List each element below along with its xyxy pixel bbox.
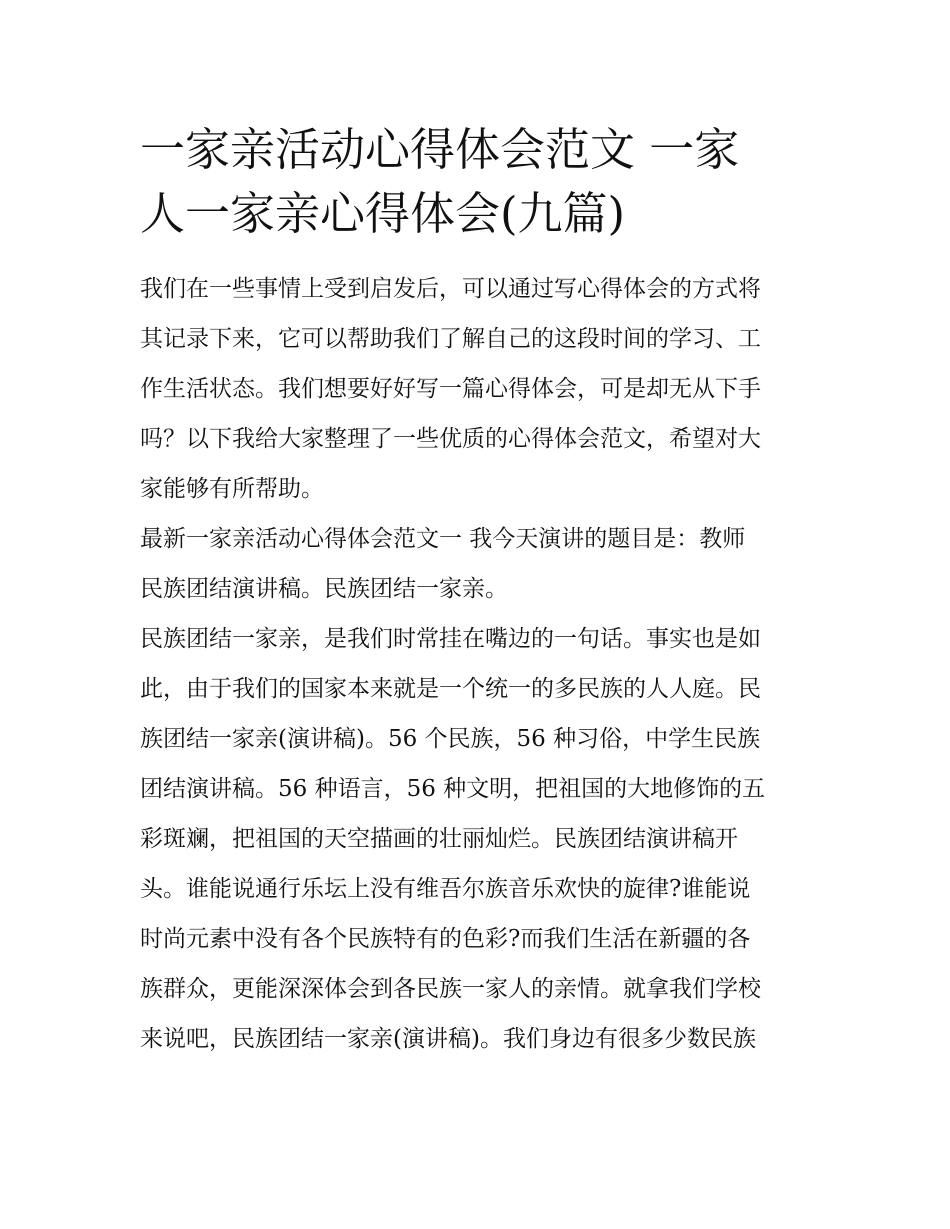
- text-line: 作生活状态。我们想要好好写一篇心得体会，可是却无从下手: [140, 376, 761, 402]
- body-paragraph: [140, 614, 812, 1064]
- text-line: 最新一家亲活动心得体会范文一 我今天演讲的题目是：教师: [140, 526, 746, 552]
- text-line: 族团结一家亲(演讲稿)。56 个民族，56 种习俗，中学生民族: [140, 726, 761, 752]
- text-line: 民族团结演讲稿。民族团结一家亲。: [140, 576, 508, 602]
- text-line: 家能够有所帮助。: [140, 476, 324, 502]
- text-line: 此，由于我们的国家本来就是一个统一的多民族的人人庭。民: [140, 676, 761, 702]
- text-line: 来说吧，民族团结一家亲(演讲稿)。我们身边有很多少数民族: [140, 1026, 756, 1052]
- text-line: 其记录下来，它可以帮助我们了解自己的这段时间的学习、工: [140, 326, 761, 352]
- title-line: 人一家亲心得体会(九篇): [140, 187, 626, 240]
- text-line: 民族团结一家亲，是我们时常挂在嘴边的一句话。事实也是如: [140, 626, 761, 652]
- intro-paragraph: [140, 264, 812, 514]
- document-title: [140, 118, 812, 246]
- text-line: 我们在一些事情上受到启发后，可以通过写心得体会的方式将: [140, 276, 761, 302]
- section-heading-paragraph: [140, 514, 812, 614]
- title-line: 一家亲活动心得体会范文 一家: [140, 123, 740, 176]
- text-line: 彩斑斓，把祖国的天空描画的壮丽灿烂。民族团结演讲稿开: [140, 826, 738, 852]
- text-line: 头。谁能说通行乐坛上没有维吾尔族音乐欢快的旋律?谁能说: [140, 876, 751, 902]
- text-line: 时尚元素中没有各个民族特有的色彩?而我们生活在新疆的各: [140, 926, 751, 952]
- document-content: [140, 118, 812, 1064]
- text-line: 吗？以下我给大家整理了一些优质的心得体会范文，希望对大: [140, 426, 761, 452]
- text-line: 族群众，更能深深体会到各民族一家人的亲情。就拿我们学校: [140, 976, 761, 1002]
- text-line: 团结演讲稿。56 种语言，56 种文明，把祖国的大地修饰的五: [140, 776, 766, 802]
